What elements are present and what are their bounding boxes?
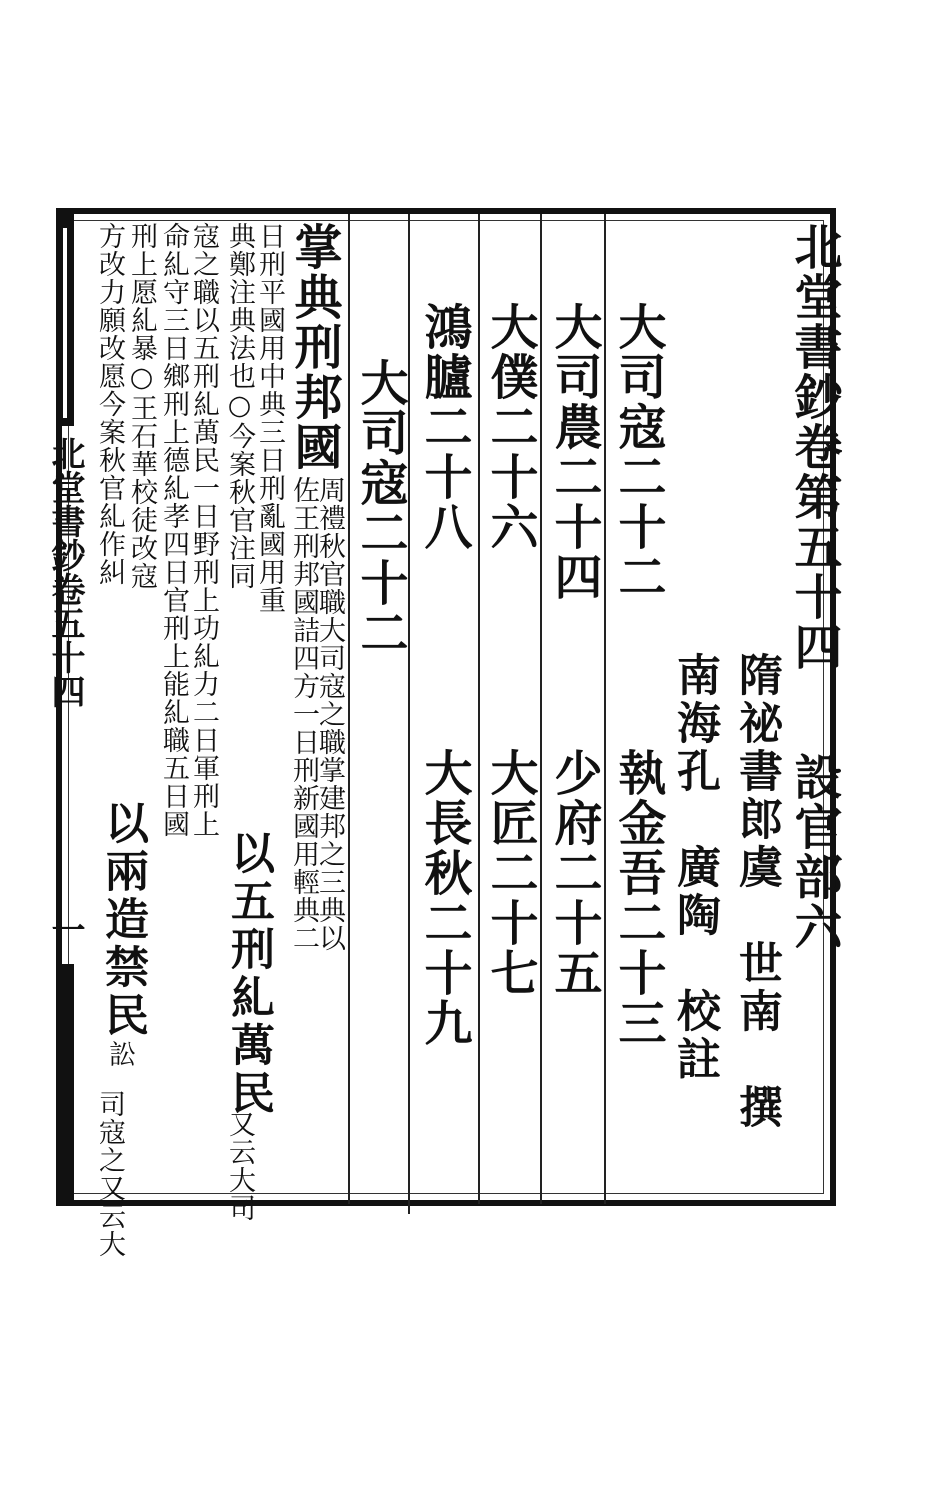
toc-item: 鴻臚二十八 [416, 302, 472, 552]
toc-item: 大司寇二十二 [610, 302, 666, 602]
column-rule [604, 214, 606, 1204]
body-main-text: 以五刑糺萬民 [223, 830, 274, 1118]
page-number: 一 [45, 912, 85, 946]
column-rule [348, 214, 350, 1204]
body-note: 方改力願改愿今案秋官糺作糾 [94, 222, 125, 586]
body-note: 命糺守三日鄉刑上德糺孝四日官刑上能糺職五日國 [158, 222, 189, 838]
margin-title: 北堂書鈔卷五十四 [45, 436, 85, 708]
column-rule [478, 214, 480, 1204]
volume-title: 北堂書鈔卷第五十四 [786, 222, 842, 672]
body-note: 又云大司 [224, 1110, 255, 1222]
column-rule [540, 214, 542, 1204]
toc-item: 大僕二十六 [482, 302, 538, 552]
body-note: 日刑平國用中典三日刑亂國用重 [254, 222, 285, 614]
body-note: 刑上愿糺暴○王石華校徒改寇 [126, 222, 157, 590]
author-line: 隋祕書郎虞 世南 撰 [731, 652, 782, 1132]
entry-heading: 大司寇二十二 [352, 358, 408, 658]
body-main-text: 以兩造禁民 [97, 800, 148, 1040]
fold-band-inner [63, 228, 67, 418]
body-note: 周禮秋官職大司寇之職掌建邦之三典以 [314, 476, 345, 952]
body-note: 寇之職以五刑糺萬民一日野刑上功糺力二日軍刑上 [188, 222, 219, 838]
body-note: 司寇之又云大 [94, 1090, 125, 1258]
body-note: 訟 [104, 1040, 135, 1068]
fold-band-bottom [58, 964, 74, 1204]
toc-item: 少府二十五 [546, 748, 602, 998]
body-note: 佐王刑邦國詰四方一日刑新國用輕典二 [288, 476, 319, 952]
toc-item: 執金吾二十三 [610, 748, 666, 1048]
body-note: 典鄭注典法也○今案秋官注同 [224, 222, 255, 590]
section-title: 設官部六 [786, 752, 842, 952]
toc-item: 大匠二十七 [482, 748, 538, 998]
toc-item: 大司農二十四 [546, 302, 602, 602]
column-rule [408, 214, 410, 1214]
body-main-text: 掌典刑邦國 [286, 222, 342, 472]
editor-line: 南海孔 廣陶 校註 [669, 652, 720, 1084]
toc-item: 大長秋二十九 [416, 748, 472, 1048]
